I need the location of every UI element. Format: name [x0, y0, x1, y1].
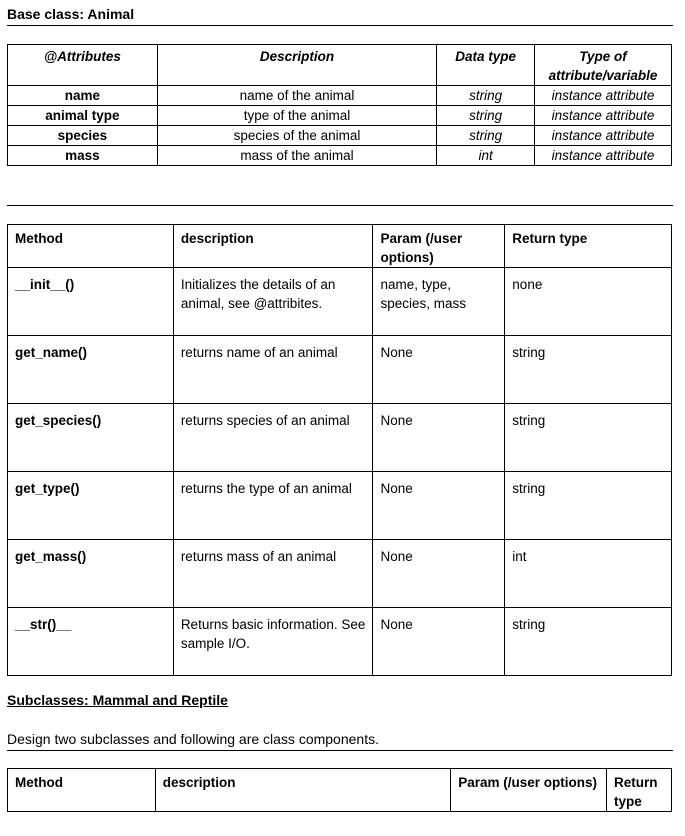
attribute-description: mass of the animal — [157, 146, 436, 166]
method-param: name, type, species, mass — [373, 268, 505, 336]
attribute-kind: instance attribute — [535, 106, 672, 126]
attribute-type: string — [437, 86, 535, 106]
col-header-return-type: Return type — [606, 769, 671, 812]
method-description: returns mass of an animal — [173, 540, 373, 608]
method-name: __str()__ — [8, 608, 174, 676]
col-header-attributes: @Attributes — [8, 45, 158, 86]
table-row — [8, 126, 672, 146]
method-param: None — [373, 404, 505, 472]
col-header-method: Method — [8, 769, 156, 812]
attribute-kind: instance attribute — [535, 146, 672, 166]
method-name: get_species() — [8, 404, 174, 472]
method-name: get_type() — [8, 472, 174, 540]
col-header-return-type: Return type — [505, 225, 672, 268]
method-param: None — [373, 336, 505, 404]
method-name: __init__() — [8, 268, 174, 336]
table-row — [8, 472, 672, 540]
attribute-description: type of the animal — [157, 106, 436, 126]
col-header-description: Description — [157, 45, 436, 86]
table-row — [8, 336, 672, 404]
attribute-type: int — [437, 146, 535, 166]
table-row — [8, 540, 672, 608]
attribute-name: mass — [8, 146, 158, 166]
col-header-description: description — [173, 225, 373, 268]
method-return: string — [505, 472, 672, 540]
divider — [7, 750, 673, 751]
attribute-name: name — [8, 86, 158, 106]
subclass-header-row — [8, 769, 672, 812]
attribute-type: string — [437, 126, 535, 146]
table-row — [8, 608, 672, 676]
attribute-kind: instance attribute — [535, 86, 672, 106]
method-name: get_mass() — [8, 540, 174, 608]
col-header-data-type: Data type — [437, 45, 535, 86]
col-header-param: Param (/user options) — [451, 769, 607, 812]
method-param: None — [373, 608, 505, 676]
attribute-type: string — [437, 106, 535, 126]
divider — [7, 205, 673, 206]
method-return: int — [505, 540, 672, 608]
table-row — [8, 106, 672, 126]
attributes-header-row — [8, 45, 672, 86]
table-row — [8, 86, 672, 106]
method-return: string — [505, 608, 672, 676]
method-param: None — [373, 472, 505, 540]
method-param: None — [373, 540, 505, 608]
method-description: returns the type of an animal — [173, 472, 373, 540]
method-description: Initializes the details of an animal, see @attribites. — [173, 268, 373, 336]
attributes-table — [7, 44, 672, 166]
col-header-description: description — [155, 769, 450, 812]
method-description: returns name of an animal — [173, 336, 373, 404]
table-row — [8, 404, 672, 472]
attribute-kind: instance attribute — [535, 126, 672, 146]
base-class-title: Base class: Animal — [7, 6, 135, 22]
subclass-methods-table — [7, 768, 672, 812]
methods-header-row — [8, 225, 672, 268]
divider — [7, 25, 673, 26]
col-header-attribute-kind: Type of attribute/variable — [535, 45, 672, 86]
methods-table — [7, 224, 672, 676]
attribute-name: animal type — [8, 106, 158, 126]
attribute-name: species — [8, 126, 158, 146]
method-return: string — [505, 404, 672, 472]
method-description: returns species of an animal — [173, 404, 373, 472]
attribute-description: species of the animal — [157, 126, 436, 146]
method-return: string — [505, 336, 672, 404]
table-row — [8, 146, 672, 166]
col-header-method: Method — [8, 225, 174, 268]
method-name: get_name() — [8, 336, 174, 404]
subclasses-intro: Design two subclasses and following are class components. — [7, 731, 379, 747]
attribute-description: name of the animal — [157, 86, 436, 106]
method-return: none — [505, 268, 672, 336]
method-description: Returns basic information. See sample I/O. — [173, 608, 373, 676]
table-row — [8, 268, 672, 336]
col-header-param: Param (/user options) — [373, 225, 505, 268]
subclasses-title: Subclasses: Mammal and Reptile — [7, 692, 228, 708]
